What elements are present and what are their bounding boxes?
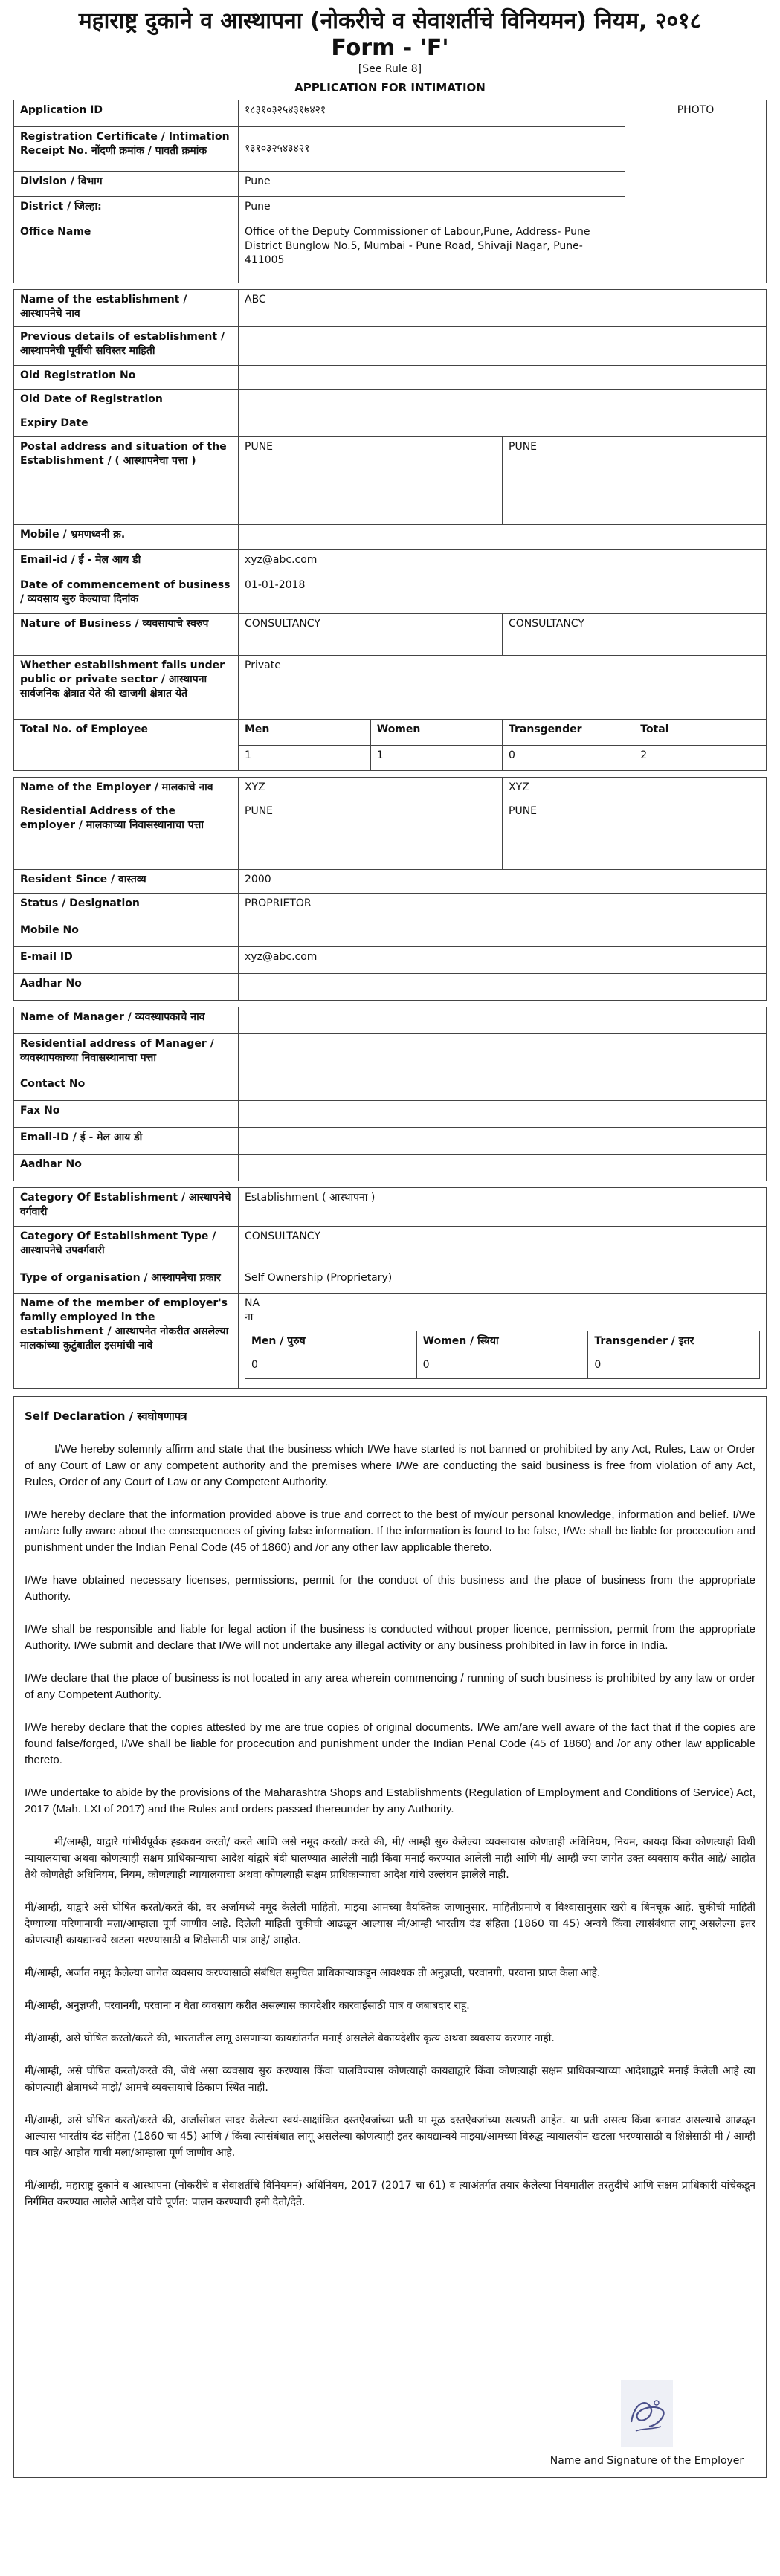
manager-aadhar-label: Aadhar No — [14, 1155, 239, 1181]
employer-residence-value-2: PUNE — [503, 801, 767, 870]
employer-aadhar-label: Aadhar No — [14, 974, 239, 1001]
sector-label: Whether establishment falls under public or private sector / आस्थापना सार्वजनिक क्षेत्रात येते की खाजगी क्षेत्रात येते — [14, 656, 239, 720]
employer-table — [13, 777, 767, 1001]
sector-value: Private — [239, 656, 767, 720]
manager-email-label: Email-ID / ई - मेल आय डी — [14, 1128, 239, 1155]
manager-table — [13, 1007, 767, 1181]
employees-header-men: Men — [239, 720, 370, 745]
declaration-mr-paragraph: मी/आम्ही, याद्वारे असे घोषित करतो/करते की, वर अर्जामध्ये नमूद केलेली माहिती, माझ्या आमच्या वैयक्तिक जाणानुसार, माहितीप्रमाणे व विश्वासानुसार खरी व बिनचूक आहे. चुकीची माहिती देण्याच्या परिणामाची मला/आम्हाला पूर्ण जाणीव आहे. दिलेली माहिती चुकीची आढळून आल्यास मी/आम्ही भारतीय दंड संहिता (1860 चा 45) अन्वये किंवा त्यासंबंधात लागू असलेल्या इतर कोणत्याही कायद्यान्वये खटला भरण्यासाठी व शिक्षेसाठी पात्र आहे/ आहोत. — [25, 1902, 755, 1946]
registration-no-label: Registration Certificate / Intimation Receipt No. नोंदणी क्रमांक / पावती क्रमांक — [14, 127, 239, 172]
registration-no-value: १३१०३२५४३४२१ — [239, 127, 625, 172]
category-table — [13, 1187, 767, 1389]
declaration-mr-paragraph: मी/आम्ही, अनुज्ञप्ती, परवानगी, परवाना न घेता व्यवसाय करीत असल्यास कायदेशीर कारवाईसाठी पात्र व जबाबदार राहू. — [25, 2000, 470, 2012]
manager-residence-value — [239, 1034, 767, 1074]
declaration-mr-paragraph: मी/आम्ही, अर्जात नमूद केलेल्या जागेत व्यवसाय करण्यासाठी संबंधित समुचित प्राधिकाऱ्याकडून आवश्यक ती अनुज्ञप्ती, परवानगी, परवाना प्राप्त केला आहे. — [25, 1967, 601, 1979]
office-name-label: Office Name — [14, 222, 239, 283]
district-value: Pune — [239, 197, 625, 222]
establishment-table — [13, 289, 767, 771]
organisation-type-value: Self Ownership (Proprietary) — [239, 1268, 767, 1294]
previous-details-label: Previous details of establishment / आस्थापनेची पूर्वीची सविस्तर माहिती — [14, 327, 239, 366]
manager-contact-value — [239, 1074, 767, 1101]
category-value: Establishment ( आस्थापना ) — [239, 1188, 767, 1227]
family-members-count-table — [245, 1331, 760, 1379]
old-date-value — [239, 390, 767, 413]
manager-name-label: Name of Manager / व्यवस्थापकाचे नाव — [14, 1007, 239, 1034]
postal-address-label: Postal address and situation of the Establishment / ( आस्थापनेचा पत्ता ) — [14, 437, 239, 525]
division-value: Pune — [239, 172, 625, 197]
rule-reference: [See Rule 8] — [358, 63, 422, 75]
application-id-label: Application ID — [14, 100, 239, 127]
declaration-mr-paragraph: मी/आम्ही, असे घोषित करतो/करते की, अर्जासोबत सादर केलेल्या स्वयं-साक्षांकित दस्तऐवजांच्या प्रती या मूळ दस्तऐवजांच्या सत्यप्रती आहेत. या प्रती असत्य किंवा बनावट असल्याचे आढळून आल्यास भारतीय दंड संहिता (1860 चा 45) आणि / किंवा त्यासंबंधात लागू असलेल्या कोणत्याही इतर कायद्यान्वये माझ्या/आमच्या विरुद्ध न्यायालयीन खटला भरण्यासाठी व शिक्षेसाठी मी / आम्ही पात्र आहे/ आहोत याची मला/आम्हाला पूर्ण जाणीव आहे. — [25, 2114, 755, 2159]
employer-mobile-value — [239, 920, 767, 947]
employees-header-women: Women — [370, 720, 502, 745]
employer-email-label: E-mail ID — [14, 947, 239, 974]
act-title: महाराष्ट्र दुकाने व आस्थापना (नोकरीचे व सेवाशर्तीचे विनियमन) नियम, २०१८ — [78, 8, 702, 34]
category-type-label: Category Of Establishment Type / आस्थापनेचे उपवर्गवारी — [14, 1227, 239, 1268]
declaration-en-paragraph: I/We shall be responsible and liable for legal action if the business is conducted without proper licence, permission, permit from the appropriate Authority. I/We submit and declare that I/We will not undertake any illegal activity or any business prohibited in law in force in India. — [25, 1623, 755, 1652]
employees-women-value: 1 — [370, 745, 502, 770]
employees-transgender-value: 0 — [503, 745, 634, 770]
declaration-mr-paragraph: मी/आम्ही, याद्वारे गांभीर्यपूर्वक ह्डकथन करतो/ करते आणि असे नमूद करतो/ करते की, मी/ आम्ही सुरु केलेल्या व्यवसायास कोणताही अधिनियम, नियम, कायदा किंवा कोणत्याही विधी न्यायालयाचा अथवा कोणत्याही सक्षम प्राधिकाऱ्याचा आदेश यांद्वारे बंदी घालण्यात आलेली नाही किंवा मनाई करण्यात आलेली नाही आणि मी/ आम्ही ज्या जागेत उक्त व्यवसाय करीत आहे/ आहोत तेथे कोणतेही अधिनियम, नियम, कोणत्याही न्यायालयाचा अथवा कोणत्याही सक्षम प्राधिकाऱ्याचा आदेश यांचे उल्लंघन झालेले नाही. — [25, 1836, 755, 1881]
employees-men-value: 1 — [239, 745, 370, 770]
manager-email-value — [239, 1128, 767, 1155]
form-title: Form - 'F' — [331, 35, 449, 61]
employer-residence-label: Residential Address of the employer / मालकाच्या निवासस्थानाचा पत्ता — [14, 801, 239, 870]
self-declaration-section — [13, 1396, 767, 2478]
photo-label: PHOTO — [677, 104, 715, 116]
division-label: Division / विभाग — [14, 172, 239, 197]
nature-value-2: CONSULTANCY — [503, 614, 767, 656]
nature-value-1: CONSULTANCY — [239, 614, 503, 656]
establishment-name-value: ABC — [239, 290, 767, 327]
declaration-en-paragraph: I/We have obtained necessary licenses, permissions, permit for the conduct of this business and the place of business from the appropriate Authority. — [25, 1574, 755, 1603]
declaration-mr-paragraph: मी/आम्ही, असे घोषित करतो/करते की, जेथे असा व्यवसाय सुरु करण्यास किंवा चालविण्यास कोणत्याही कायद्याद्वारे किंवा कोणत्याही सक्षम प्राधिकाऱ्याच्या आदेशाद्वारे मनाई केलेली आहे त्या कोणत्याही क्षेत्रामध्ये माझे/ आमचे व्यवसायाचे ठिकाण स्थित नाही. — [25, 2065, 755, 2094]
family-transgender-value: 0 — [588, 1355, 760, 1379]
employer-aadhar-value — [239, 974, 767, 1001]
application-id-value: १८३१०३२५४३१७४२१ — [239, 100, 625, 127]
nature-label: Nature of Business / व्यवसायाचे स्वरुप — [14, 614, 239, 656]
signature-image — [621, 2380, 673, 2447]
status-label: Status / Designation — [14, 894, 239, 920]
family-members-value-mr: ना — [245, 1311, 254, 1323]
declaration-en-paragraph: I/We undertake to abide by the provisions of the Maharashtra Shops and Establishments (Regulation of Employment and Conditions of Service) Act, 2017 (Mah. LXI of 2017) and the Rules and orders passed thereunder by any Authority. — [25, 1786, 755, 1815]
establishment-name-label: Name of the establishment / आस्थापनेचे नाव — [14, 290, 239, 327]
manager-residence-label: Residential address of Manager / व्यवस्थापकाच्या निवासस्थानाचा पत्ता — [14, 1034, 239, 1074]
family-men-value: 0 — [245, 1355, 417, 1379]
email-value: xyz@abc.com — [239, 550, 767, 575]
category-label: Category Of Establishment / आस्थापनेचे वर्गवारी — [14, 1188, 239, 1227]
employer-mobile-label: Mobile No — [14, 920, 239, 947]
manager-name-value — [239, 1007, 767, 1034]
old-registration-label: Old Registration No — [14, 366, 239, 390]
organisation-type-label: Type of organisation / आस्थापनेचा प्रकार — [14, 1268, 239, 1294]
employees-count-table — [239, 720, 766, 770]
declaration-en-paragraph: I/We hereby declare that the copies attested by me are true copies of original documents. I/We am/are well aware of the fact that if the copies are found false/forged, I/We shall be liable for procecution and punishment under the Indian Penal Code (45 of 1860) and /or any other law applicable thereto. — [25, 1721, 755, 1766]
office-name-value: Office of the Deputy Commissioner of Labour,Pune, Address- Pune District Bunglow No.5, Mumbai - Pune Road, Shivaji Nagar, Pune-411005 — [239, 222, 625, 283]
commencement-value: 01-01-2018 — [239, 575, 767, 614]
email-label: Email-id / ई - मेल आय डी — [14, 550, 239, 575]
declaration-heading: Self Declaration / स्वघोषणापत्र — [25, 1410, 187, 1423]
postal-address-value-1: PUNE — [239, 437, 503, 525]
employer-email-value: xyz@abc.com — [239, 947, 767, 974]
postal-address-value-2: PUNE — [503, 437, 767, 525]
declaration-en-paragraph: I/We declare that the place of business is not located in any area wherein commencing / running of such business is prohibited by any law or order of any Competent Authority. — [25, 1672, 755, 1701]
district-label: District / जिल्हा: — [14, 197, 239, 222]
family-header-men: Men / पुरुष — [245, 1331, 417, 1355]
family-members-label: Name of the member of employer's family employed in the establishment / आस्थापनेत नोकरीत असलेल्या मालकांच्या कुटुंबातील इसमांची नावे — [14, 1294, 239, 1389]
signature-area — [543, 2380, 751, 2467]
family-header-transgender: Transgender / इतर — [588, 1331, 760, 1355]
previous-details-value — [239, 327, 767, 366]
employer-name-value-1: XYZ — [239, 778, 503, 801]
employer-residence-value-1: PUNE — [239, 801, 503, 870]
resident-since-value: 2000 — [239, 870, 767, 894]
manager-aadhar-value — [239, 1155, 767, 1181]
declaration-mr-paragraph: मी/आम्ही, असे घोषित करतो/करते की, भारतातील लागू असणाऱ्या कायद्यांतर्गत मनाई असलेले बेकायदेशीर कृत्य अथवा व्यवसाय करणार नाही. — [25, 2033, 555, 2044]
old-registration-value — [239, 366, 767, 390]
family-header-women: Women / स्त्रिया — [416, 1331, 588, 1355]
declaration-en-paragraph: I/We hereby solemnly affirm and state that the business which I/We have started is not banned or prohibited by any Act, Rules, Law or Order of any Court of Law or any competent authority and the premises where I/We are conducting the said business is free from violation of any Act, Rules, Order of any Court of Law or any Competent Authority. — [25, 1443, 755, 1488]
employees-label: Total No. of Employee — [14, 720, 239, 771]
employees-header-total: Total — [634, 720, 766, 745]
family-women-value: 0 — [416, 1355, 588, 1379]
employer-name-label: Name of the Employer / मालकाचे नाव — [14, 778, 239, 801]
application-subtitle: APPLICATION FOR INTIMATION — [294, 81, 486, 94]
manager-contact-label: Contact No — [14, 1074, 239, 1101]
resident-since-label: Resident Since / वास्तव्य — [14, 870, 239, 894]
family-members-value-en: NA — [245, 1297, 260, 1309]
employer-name-value-2: XYZ — [503, 778, 767, 801]
declaration-en-paragraph: I/We hereby declare that the information provided above is true and correct to the best of my/our personal knowledge, information and belief. I/We am/are fully aware about the consequences of giving false information. If the information is found to be false, I/We shall be liable for procecution and punishment under the Indian Penal Code (45 of 1860) and /or any other law applicable thereto. — [25, 1508, 755, 1554]
category-type-value: CONSULTANCY — [239, 1227, 767, 1268]
top-details-table — [13, 100, 767, 283]
signature-label: Name and Signature of the Employer — [549, 2455, 744, 2467]
status-value: PROPRIETOR — [239, 894, 767, 920]
expiry-date-value — [239, 413, 767, 437]
old-date-label: Old Date of Registration — [14, 390, 239, 413]
expiry-date-label: Expiry Date — [14, 413, 239, 437]
declaration-mr-paragraph: मी/आम्ही, महाराष्ट्र दुकाने व आस्थापना (नोकरीचे व सेवाशर्तीचे विनियमन) अधिनियम, 2017 (2017 चा 61) व त्याअंतर्गत तयार केलेल्या नियमातील तरतुदींचे आणि सक्षम प्राधिकारी यांचेकडून निर्गमित करण्यात आलेले आदेश यांचे पूर्णत: पालन करण्याची हमी देतो/देते. — [25, 2180, 755, 2208]
manager-fax-value — [239, 1101, 767, 1128]
employees-total-value: 2 — [634, 745, 766, 770]
manager-fax-label: Fax No — [14, 1101, 239, 1128]
mobile-label: Mobile / भ्रमणध्वनी क्र. — [14, 525, 239, 550]
employees-header-transgender: Transgender — [503, 720, 634, 745]
commencement-label: Date of commencement of business / व्यवसाय सुरु केल्याचा दिनांक — [14, 575, 239, 614]
photo-box — [625, 100, 767, 283]
mobile-value — [239, 525, 767, 550]
